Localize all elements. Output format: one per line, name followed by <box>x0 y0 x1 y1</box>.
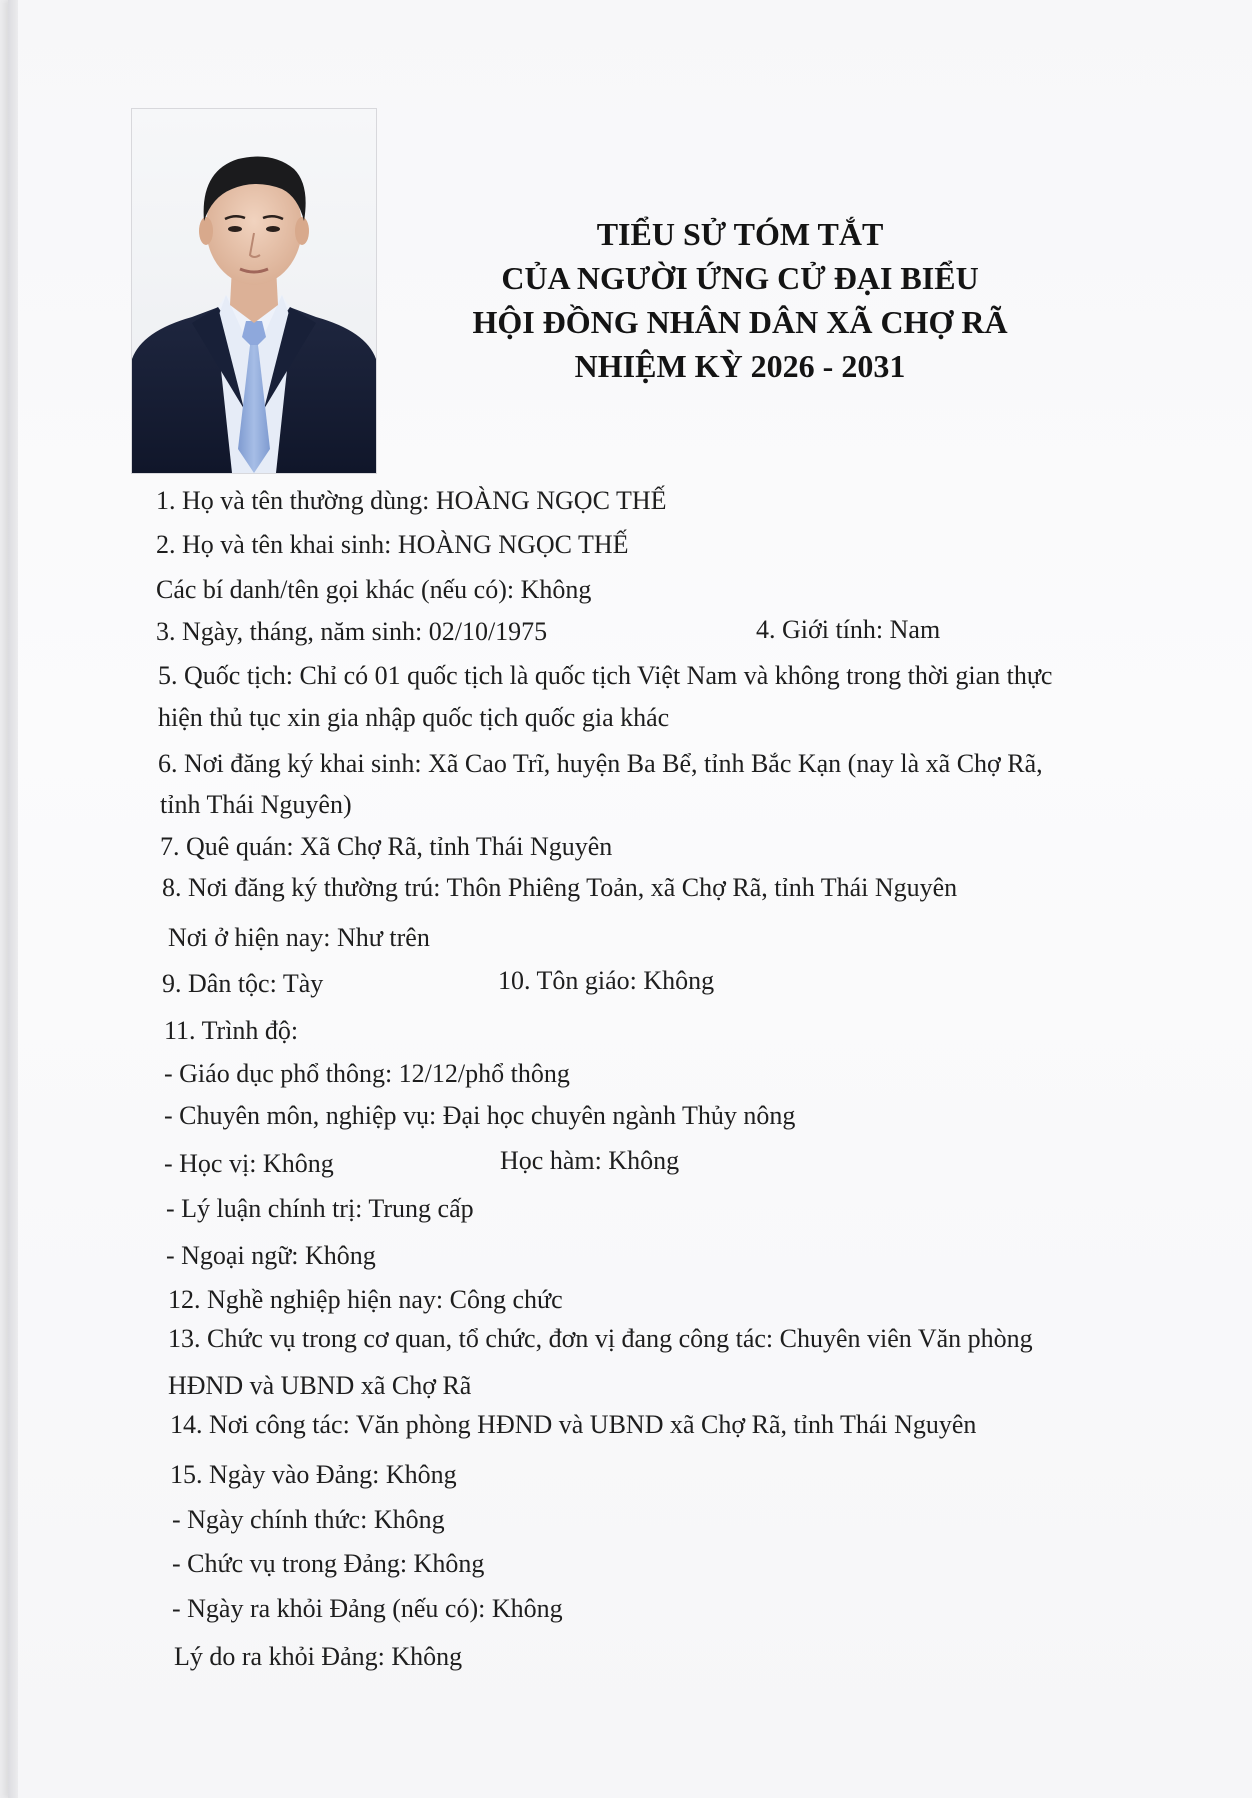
field-ngay-vao-dang: 15. Ngày vào Đảng: Không <box>170 1460 457 1489</box>
field-chuc-vu-line-1: 13. Chức vụ trong cơ quan, tổ chức, đơn vị đang công tác: Chuyên viên Văn phòng <box>168 1324 1033 1353</box>
document-title <box>430 212 1050 388</box>
field-giao-duc-pho-thong: - Giáo dục phổ thông: 12/12/phổ thông <box>164 1059 570 1088</box>
portrait-photo-drawing <box>132 109 376 473</box>
field-ho-ten-khai-sinh: 2. Họ và tên khai sinh: HOÀNG NGỌC THẾ <box>156 530 629 559</box>
field-nghe-nghiep: 12. Nghề nghiệp hiện nay: Công chức <box>168 1285 563 1314</box>
field-ly-luan-chinh-tri: - Lý luận chính trị: Trung cấp <box>166 1194 474 1223</box>
field-noi-khai-sinh-line-2: tỉnh Thái Nguyên) <box>160 790 352 819</box>
field-quoc-tich-line-1: 5. Quốc tịch: Chỉ có 01 quốc tịch là quốc tịch Việt Nam và không trong thời gian thực <box>158 661 1053 690</box>
field-noi-khai-sinh-line-1: 6. Nơi đăng ký khai sinh: Xã Cao Trĩ, huyện Ba Bể, tỉnh Bắc Kạn (nay là xã Chợ Rã, <box>158 749 1043 778</box>
title-line-3: HỘI ĐỒNG NHÂN DÂN XÃ CHỢ RÃ <box>472 304 1008 340</box>
field-noi-o-hien-nay: Nơi ở hiện nay: Như trên <box>168 923 430 952</box>
field-dan-toc: 9. Dân tộc: Tày <box>162 969 324 998</box>
field-bi-danh: Các bí danh/tên gọi khác (nếu có): Không <box>156 575 592 604</box>
field-quoc-tich-line-2: hiện thủ tục xin gia nhập quốc tịch quốc gia khác <box>158 703 670 732</box>
field-ngay-ra-khoi-dang: - Ngày ra khỏi Đảng (nếu có): Không <box>172 1594 563 1623</box>
field-que-quan: 7. Quê quán: Xã Chợ Rã, tỉnh Thái Nguyên <box>160 832 613 861</box>
title-line-1: TIỂU SỬ TÓM TẮT <box>596 216 884 252</box>
field-ly-do-ra-khoi-dang: Lý do ra khỏi Đảng: Không <box>174 1642 463 1671</box>
field-thuong-tru: 8. Nơi đăng ký thường trú: Thôn Phiêng Toản, xã Chợ Rã, tỉnh Thái Nguyên <box>162 873 958 902</box>
title-line-4: NHIỆM KỲ 2026 - 2031 <box>574 348 906 384</box>
title-line-2: CỦA NGƯỜI ỨNG CỬ ĐẠI BIỂU <box>501 260 979 296</box>
field-ngay-chinh-thuc: - Ngày chính thức: Không <box>172 1505 445 1534</box>
field-noi-cong-tac: 14. Nơi công tác: Văn phòng HĐND và UBND xã Chợ Rã, tỉnh Thái Nguyên <box>170 1410 977 1439</box>
field-ho-ten-thuong-dung: 1. Họ và tên thường dùng: HOÀNG NGỌC THẾ <box>156 486 667 515</box>
field-chuc-vu-dang: - Chức vụ trong Đảng: Không <box>172 1549 485 1578</box>
field-ngoai-ngu: - Ngoại ngữ: Không <box>166 1241 376 1270</box>
field-ngay-sinh: 3. Ngày, tháng, năm sinh: 02/10/1975 <box>156 617 548 646</box>
field-chuyen-mon: - Chuyên môn, nghiệp vụ: Đại học chuyên ngành Thủy nông <box>164 1101 796 1130</box>
portrait-photo <box>131 108 377 474</box>
field-hoc-vi: - Học vị: Không <box>164 1149 334 1178</box>
field-gioi-tinh: 4. Giới tính: Nam <box>756 615 941 644</box>
field-chuc-vu-line-2: HĐND và UBND xã Chợ Rã <box>168 1371 472 1400</box>
paper-edge <box>8 0 18 1798</box>
field-hoc-ham: Học hàm: Không <box>500 1146 680 1175</box>
field-trinh-do: 11. Trình độ: <box>164 1016 299 1045</box>
field-ton-giao: 10. Tôn giáo: Không <box>498 966 715 995</box>
